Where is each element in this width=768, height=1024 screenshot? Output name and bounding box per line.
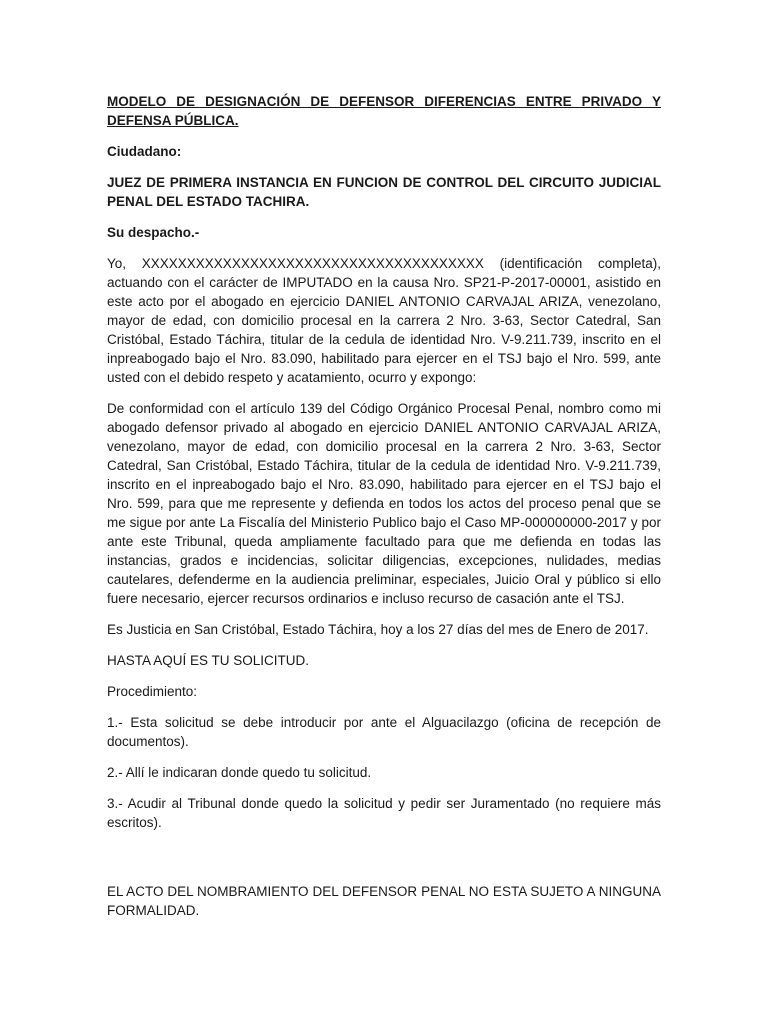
end-note: HASTA AQUÍ ES TU SOLICITUD. xyxy=(107,653,310,668)
final-note: EL ACTO DEL NOMBRAMIENTO DEL DEFENSOR PENAL NO ESTA SUJETO A NINGUNA FORMALIDAD. xyxy=(107,884,661,918)
despacho: Su despacho.- xyxy=(107,225,200,240)
procedure-step-3: 3.- Acudir al Tribunal donde quedo la solicitud y pedir ser Juramentado (no requiere más escritos). xyxy=(107,796,661,830)
addressee: JUEZ DE PRIMERA INSTANCIA EN FUNCION DE CONTROL DEL CIRCUITO JUDICIAL PENAL DEL ESTADO TACHIRA. xyxy=(107,175,661,209)
paragraph-introduction: Yo, XXXXXXXXXXXXXXXXXXXXXXXXXXXXXXXXXXXXXX (identificación completa), actuando con el carácter de IMPUTADO en la causa Nro. SP21-P-2017-00001, asistido en este acto por el abogado en ejercicio DANIEL ANTONIO CARVAJAL ARIZA, venezolano, mayor de edad, con domicilio procesal en la carrera 2 Nro. 3-63, Sector Catedral, San Cristóbal, Estado Táchira, titular de la cedula de identidad Nro. V-9.211.739, inscrito en el inpreabogado bajo el Nro. 83.090, habilitado para ejercer en el TSJ bajo el Nro. 599, ante usted con el debido respeto y acatamiento, ocurro y expongo: xyxy=(107,256,661,385)
procedure-heading: Procedimiento: xyxy=(107,684,198,699)
procedure-step-2: 2.- Allí le indicaran donde quedo tu solicitud. xyxy=(107,765,372,780)
salutation: Ciudadano: xyxy=(107,144,182,159)
closing-line: Es Justicia en San Cristóbal, Estado Táchira, hoy a los 27 días del mes de Enero de 2017. xyxy=(107,622,649,637)
document-title: MODELO DE DESIGNACIÓN DE DEFENSOR DIFERENCIAS ENTRE PRIVADO Y DEFENSA PÚBLICA. xyxy=(107,94,661,128)
document-page xyxy=(107,92,661,932)
blank-space xyxy=(107,844,661,882)
paragraph-designation: De conformidad con el artículo 139 del Código Orgánico Procesal Penal, nombro como mi abogado defensor privado al abogado en ejercicio DANIEL ANTONIO CARVAJAL ARIZA, venezolano, mayor de edad, con domicilio procesal en la carrera 2 Nro. 3-63, Sector Catedral, San Cristóbal, Estado Táchira, titular de la cedula de identidad Nro. V-9.211.739, inscrito en el inpreabogado bajo el Nro. 83.090, habilitado para ejercer en el TSJ bajo el Nro. 599, para que me represente y defienda en todos los actos del proceso penal que se me sigue por ante La Fiscalía del Ministerio Publico bajo el Caso MP-000000000-2017 y por ante este Tribunal, queda ampliamente facultado para que me defienda en todas las instancias, grados e incidencias, solicitar diligencias, excepciones, nulidades, medias cautelares, defenderme en la audiencia preliminar, especiales, Juicio Oral y público si ello fuere necesario, ejercer recursos ordinarios e incluso recurso de casación ante el TSJ. xyxy=(107,401,661,606)
procedure-step-1: 1.- Esta solicitud se debe introducir por ante el Alguacilazgo (oficina de recepción de documentos). xyxy=(107,715,661,749)
